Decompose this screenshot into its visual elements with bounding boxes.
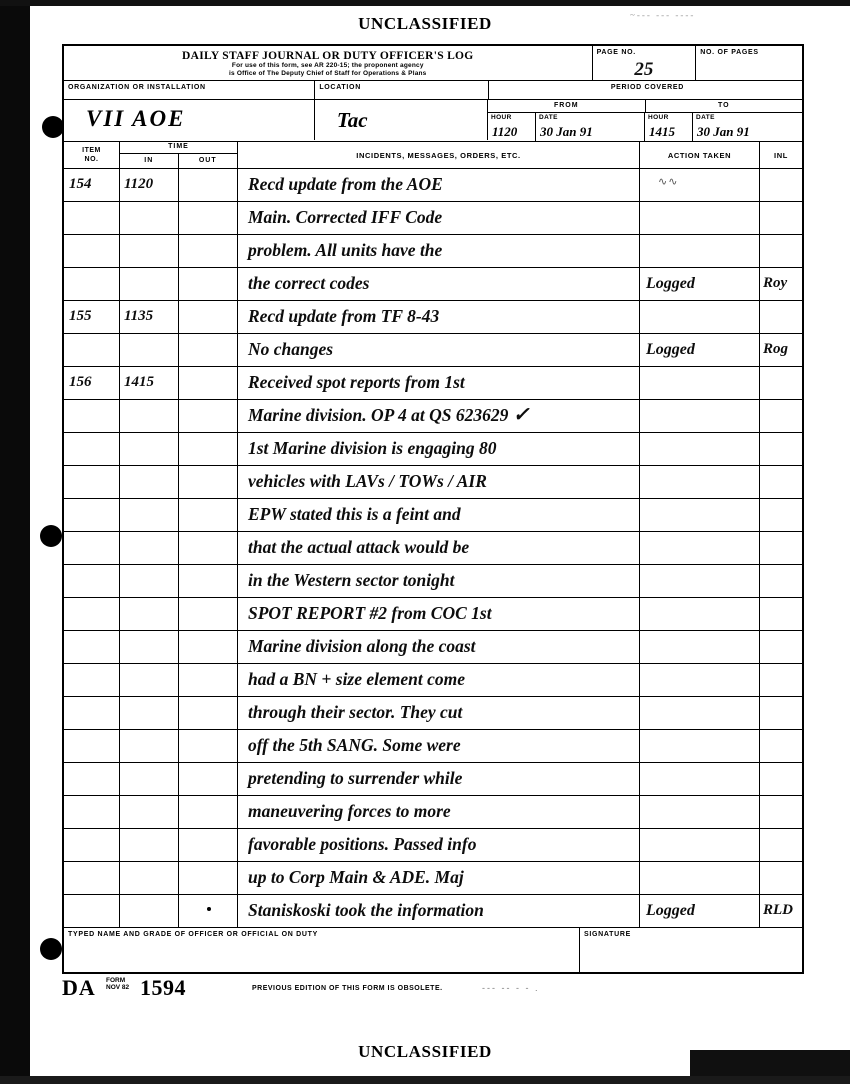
da-trailing-marks: --- -- - - .	[482, 983, 540, 993]
cell-time-out	[179, 367, 238, 399]
table-row	[64, 301, 802, 334]
to-date-value: 30 Jan 91	[697, 124, 750, 139]
location-label: LOCATION	[319, 84, 361, 91]
period-covered-label: PERIOD COVERED	[610, 84, 685, 91]
table-row	[64, 697, 802, 730]
cell-item-no-text: 155	[69, 308, 92, 324]
cell-incident	[238, 169, 640, 201]
column-initials	[760, 142, 802, 168]
cell-time-in	[120, 565, 179, 597]
form-footer-band	[64, 928, 802, 972]
table-row	[64, 466, 802, 499]
cell-initials	[760, 697, 802, 729]
da-form-number: 1594	[140, 975, 186, 1000]
table-row	[64, 202, 802, 235]
hole-punch-top	[42, 116, 64, 138]
period-from-to-labels	[488, 100, 802, 113]
cell-item-no	[64, 895, 120, 927]
cell-initials	[760, 202, 802, 234]
scan-edge-left	[0, 0, 30, 1084]
column-time-in: IN	[120, 154, 179, 168]
cell-item-no	[64, 499, 120, 531]
cell-initials	[760, 598, 802, 630]
no-of-pages-cell	[696, 46, 802, 80]
cell-incident	[238, 367, 640, 399]
da-form-footer	[62, 975, 804, 1001]
cell-incident	[238, 334, 640, 366]
to-hour-label: HOUR	[645, 113, 693, 124]
cell-incident	[238, 433, 640, 465]
to-label: TO	[717, 102, 730, 109]
cell-item-no	[64, 202, 120, 234]
cell-time-out	[179, 664, 238, 696]
page-no-cell	[593, 46, 697, 80]
column-time-label: TIME	[120, 142, 237, 154]
table-row	[64, 367, 802, 400]
location-label-cell	[315, 81, 489, 99]
cell-time-out	[179, 895, 238, 927]
form-title-sub1: For use of this form, see AR 220-15; the proponent agency	[231, 61, 424, 69]
cell-initials	[760, 730, 802, 762]
cell-time-out	[179, 400, 238, 432]
cell-incident	[238, 763, 640, 795]
cell-item-no-text: 154	[69, 176, 92, 192]
cell-incident-text: Received spot reports from 1st	[248, 372, 465, 392]
cell-time-in	[120, 433, 179, 465]
table-row	[64, 565, 802, 598]
cell-incident-text: SPOT REPORT #2 from COC 1st	[248, 603, 492, 623]
cell-item-no	[64, 169, 120, 201]
table-row	[64, 763, 802, 796]
cell-incident	[238, 862, 640, 894]
cell-action-taken	[640, 367, 760, 399]
cell-item-no	[64, 763, 120, 795]
from-date-value: 30 Jan 91	[536, 124, 645, 141]
cell-initials	[760, 763, 802, 795]
cell-initials	[760, 334, 802, 366]
cell-time-in	[120, 466, 179, 498]
daily-staff-journal-form	[62, 44, 804, 974]
column-item-no-label1: ITEM	[82, 147, 101, 154]
cell-action-taken	[640, 235, 760, 267]
cell-action-taken	[640, 664, 760, 696]
cell-time-out	[179, 466, 238, 498]
table-row	[64, 400, 802, 433]
cell-incident-text: the correct codes	[248, 273, 370, 293]
cell-incident	[238, 532, 640, 564]
cell-item-no	[64, 367, 120, 399]
cell-item-no-text: 156	[69, 374, 92, 390]
column-action-taken-label: ACTION TAKEN	[667, 150, 732, 160]
cell-time-in	[120, 532, 179, 564]
scan-edge-top	[0, 0, 850, 6]
column-incidents-label: INCIDENTS, MESSAGES, ORDERS, ETC.	[356, 150, 521, 160]
column-incidents	[238, 142, 640, 168]
cell-item-no	[64, 334, 120, 366]
column-item-no-label2: NO.	[84, 156, 99, 163]
cell-initials-text: RLD	[763, 902, 793, 918]
cell-action-taken	[640, 400, 760, 432]
checkmark-icon: ✓	[512, 404, 530, 426]
cell-initials-text: Rog	[763, 341, 789, 357]
cell-action-taken	[640, 334, 760, 366]
cell-item-no	[64, 433, 120, 465]
cell-incident	[238, 565, 640, 597]
cell-time-in-text: 1120	[124, 176, 154, 192]
cell-time-out	[179, 499, 238, 531]
cell-time-in	[120, 400, 179, 432]
cell-time-in	[120, 169, 179, 201]
cell-action-taken	[640, 268, 760, 300]
cell-time-in	[120, 763, 179, 795]
cell-initials-text: Roy	[763, 275, 788, 291]
cell-time-in	[120, 235, 179, 267]
form-header-band	[64, 46, 802, 81]
cell-action-taken	[640, 202, 760, 234]
cell-time-out	[179, 532, 238, 564]
column-time-sub	[120, 154, 237, 168]
cell-time-out	[179, 796, 238, 828]
period-hour-date-labels	[488, 113, 802, 124]
cell-incident	[238, 466, 640, 498]
table-row	[64, 268, 802, 301]
cell-action-taken	[640, 565, 760, 597]
cell-initials	[760, 169, 802, 201]
cell-incident-text: Main. Corrected IFF Code	[248, 207, 443, 227]
cell-time-out	[179, 598, 238, 630]
cell-time-out	[179, 565, 238, 597]
cell-item-no	[64, 235, 120, 267]
cell-incident	[238, 499, 640, 531]
typed-name-cell	[64, 928, 580, 972]
cell-initials	[760, 796, 802, 828]
from-date-label: DATE	[536, 113, 645, 124]
table-row	[64, 598, 802, 631]
cell-time-out	[179, 202, 238, 234]
scan-artifact-top-right: ~--- --- ----	[630, 10, 696, 20]
form-subheader-values	[64, 100, 802, 142]
cell-incident	[238, 301, 640, 333]
cell-time-out	[179, 334, 238, 366]
cell-time-in	[120, 202, 179, 234]
cell-time-in	[120, 268, 179, 300]
cell-initials	[760, 235, 802, 267]
cell-item-no	[64, 730, 120, 762]
da-form-label-line1: FORM	[106, 977, 126, 984]
cell-incident	[238, 796, 640, 828]
cell-time-in	[120, 301, 179, 333]
cell-action-taken	[640, 796, 760, 828]
cell-time-in	[120, 862, 179, 894]
cell-time-in	[120, 895, 179, 927]
cell-action-taken	[640, 895, 760, 927]
organization-value: VII AOE	[86, 106, 186, 131]
cell-incident-text: Staniskoski took the information	[248, 900, 484, 920]
organization-label: ORGANIZATION OR INSTALLATION	[68, 84, 206, 91]
da-previous-edition-note: PREVIOUS EDITION OF THIS FORM IS OBSOLETE.	[252, 985, 443, 992]
classification-banner-bottom: UNCLASSIFIED	[358, 1042, 492, 1061]
cell-action-taken-text: Logged	[646, 902, 695, 919]
organization-value-cell	[64, 100, 315, 140]
signature-label: SIGNATURE	[584, 931, 632, 938]
cell-action-taken	[640, 598, 760, 630]
cell-time-in	[120, 664, 179, 696]
table-row	[64, 796, 802, 829]
pen-dot-mark	[207, 907, 211, 911]
scan-edge-bottom	[0, 1076, 850, 1084]
page-no-label: PAGE NO.	[596, 49, 636, 56]
cell-action-taken	[640, 499, 760, 531]
cell-item-no	[64, 532, 120, 564]
cell-time-in	[120, 499, 179, 531]
column-initials-label: INL	[774, 150, 788, 160]
cell-time-out	[179, 301, 238, 333]
to-hour-value: 1415	[645, 124, 693, 141]
cell-incident	[238, 895, 640, 927]
column-action-taken	[640, 142, 760, 168]
cell-action-taken	[640, 631, 760, 663]
cell-incident-text: up to Corp Main & ADE. Maj	[248, 867, 464, 887]
classification-banner-top: UNCLASSIFIED	[358, 14, 492, 33]
cell-time-out	[179, 862, 238, 894]
cell-incident-text: favorable positions. Passed info	[248, 834, 477, 854]
signature-cell	[580, 928, 802, 972]
cell-action-taken	[640, 433, 760, 465]
cell-incident-text: in the Western sector tonight	[248, 570, 455, 590]
cell-time-in	[120, 730, 179, 762]
table-column-headers	[64, 142, 802, 169]
cell-time-in	[120, 697, 179, 729]
table-row	[64, 169, 802, 202]
cell-item-no	[64, 598, 120, 630]
cell-incident	[238, 697, 640, 729]
cell-time-in	[120, 631, 179, 663]
cell-action-taken	[640, 169, 760, 201]
cell-incident-text: EPW stated this is a feint and	[248, 504, 461, 524]
cell-incident	[238, 664, 640, 696]
cell-time-out	[179, 763, 238, 795]
cell-time-out	[179, 697, 238, 729]
ink-squiggle-mark: ∿∿	[658, 176, 679, 188]
table-row	[64, 730, 802, 763]
cell-incident-text: Marine division. OP 4 at QS 623629 ✓	[248, 404, 530, 426]
cell-initials	[760, 433, 802, 465]
cell-initials	[760, 532, 802, 564]
cell-incident-text: had a BN + size element come	[248, 669, 466, 689]
typed-name-label: TYPED NAME AND GRADE OF OFFICER OR OFFICIAL ON DUTY	[68, 931, 318, 938]
da-label: DA	[62, 975, 96, 1000]
table-row	[64, 862, 802, 895]
location-value: Tac	[336, 108, 368, 132]
cell-item-no	[64, 565, 120, 597]
cell-action-taken	[640, 466, 760, 498]
cell-initials	[760, 664, 802, 696]
cell-item-no	[64, 400, 120, 432]
cell-action-taken	[640, 862, 760, 894]
cell-action-taken	[640, 697, 760, 729]
cell-item-no	[64, 664, 120, 696]
organization-label-cell	[64, 81, 315, 99]
cell-incident	[238, 829, 640, 861]
cell-incident	[238, 268, 640, 300]
cell-initials	[760, 499, 802, 531]
cell-incident	[238, 235, 640, 267]
cell-incident-text: that the actual attack would be	[248, 537, 470, 557]
cell-item-no	[64, 631, 120, 663]
from-hour-value: 1120	[488, 124, 536, 141]
cell-initials	[760, 367, 802, 399]
cell-time-in	[120, 796, 179, 828]
form-subheader-labels	[64, 81, 802, 100]
page-no-value: 25	[634, 59, 654, 80]
form-title-sub2: is Office of The Deputy Chief of Staff for Operations & Plans	[229, 69, 427, 77]
cell-incident-text: Recd update from the AOE	[248, 174, 443, 194]
hole-punch-bottom	[40, 938, 62, 960]
cell-time-in	[120, 367, 179, 399]
column-item-no	[64, 142, 120, 168]
cell-incident	[238, 730, 640, 762]
table-row	[64, 664, 802, 697]
cell-initials	[760, 895, 802, 927]
cell-item-no	[64, 829, 120, 861]
cell-time-in-text: 1135	[124, 308, 154, 324]
cell-incident	[238, 202, 640, 234]
table-row	[64, 895, 802, 928]
cell-incident-text: off the 5th SANG. Some were	[248, 735, 461, 755]
cell-initials	[760, 829, 802, 861]
cell-incident-text: problem. All units have the	[248, 240, 443, 260]
da-form-label	[106, 977, 129, 991]
column-time-out: OUT	[198, 157, 217, 164]
cell-item-no	[64, 862, 120, 894]
hole-punch-middle	[40, 525, 62, 547]
table-row	[64, 499, 802, 532]
cell-incident-text: Recd update from TF 8-43	[248, 306, 440, 326]
cell-action-taken	[640, 763, 760, 795]
log-entries	[64, 169, 802, 928]
table-row	[64, 829, 802, 862]
period-covered-label-cell	[489, 81, 802, 99]
cell-action-taken	[640, 829, 760, 861]
column-time	[120, 142, 238, 168]
cell-initials	[760, 301, 802, 333]
cell-initials	[760, 862, 802, 894]
cell-incident-text: through their sector. They cut	[248, 702, 463, 722]
cell-incident-text: Marine division along the coast	[248, 636, 476, 656]
cell-time-in	[120, 334, 179, 366]
cell-item-no	[64, 301, 120, 333]
cell-item-no	[64, 466, 120, 498]
cell-time-out	[179, 169, 238, 201]
cell-initials	[760, 565, 802, 597]
table-row	[64, 433, 802, 466]
cell-item-no	[64, 268, 120, 300]
cell-initials	[760, 631, 802, 663]
cell-incident-text: No changes	[248, 339, 334, 359]
cell-item-no	[64, 697, 120, 729]
cell-incident-text: pretending to surrender while	[248, 768, 463, 788]
cell-time-in-text: 1415	[124, 374, 154, 390]
cell-time-in	[120, 829, 179, 861]
cell-incident	[238, 598, 640, 630]
cell-time-out	[179, 235, 238, 267]
cell-initials	[760, 400, 802, 432]
cell-incident-text: maneuvering forces to more	[248, 801, 451, 821]
cell-action-taken	[640, 532, 760, 564]
table-row	[64, 334, 802, 367]
cell-time-out	[179, 433, 238, 465]
cell-initials	[760, 268, 802, 300]
da-form-label-line2: NOV 82	[106, 984, 130, 991]
from-hour-label: HOUR	[488, 113, 536, 124]
cell-time-out	[179, 730, 238, 762]
cell-action-taken-text: Logged	[646, 275, 695, 292]
cell-time-out	[179, 631, 238, 663]
form-title-block	[64, 46, 593, 80]
cell-time-out	[179, 268, 238, 300]
cell-action-taken	[640, 730, 760, 762]
cell-incident-text: 1st Marine division is engaging 80	[248, 438, 497, 458]
cell-item-no	[64, 796, 120, 828]
cell-incident-text: vehicles with LAVs / TOWs / AIR	[248, 471, 487, 491]
cell-time-in	[120, 598, 179, 630]
cell-action-taken-text: Logged	[646, 341, 695, 358]
to-date-label: DATE	[696, 114, 715, 121]
location-value-cell	[315, 100, 488, 140]
cell-action-taken	[640, 301, 760, 333]
cell-initials	[760, 466, 802, 498]
cell-incident	[238, 400, 640, 432]
table-row	[64, 631, 802, 664]
cell-incident	[238, 631, 640, 663]
form-title: DAILY STAFF JOURNAL OR DUTY OFFICER'S LOG	[182, 49, 474, 62]
table-row	[64, 532, 802, 565]
cell-time-out	[179, 829, 238, 861]
table-row	[64, 235, 802, 268]
period-hour-date-values	[488, 124, 802, 141]
from-label: FROM	[488, 100, 646, 112]
no-of-pages-label: NO. OF PAGES	[700, 49, 759, 56]
period-covered-cell	[488, 100, 802, 141]
